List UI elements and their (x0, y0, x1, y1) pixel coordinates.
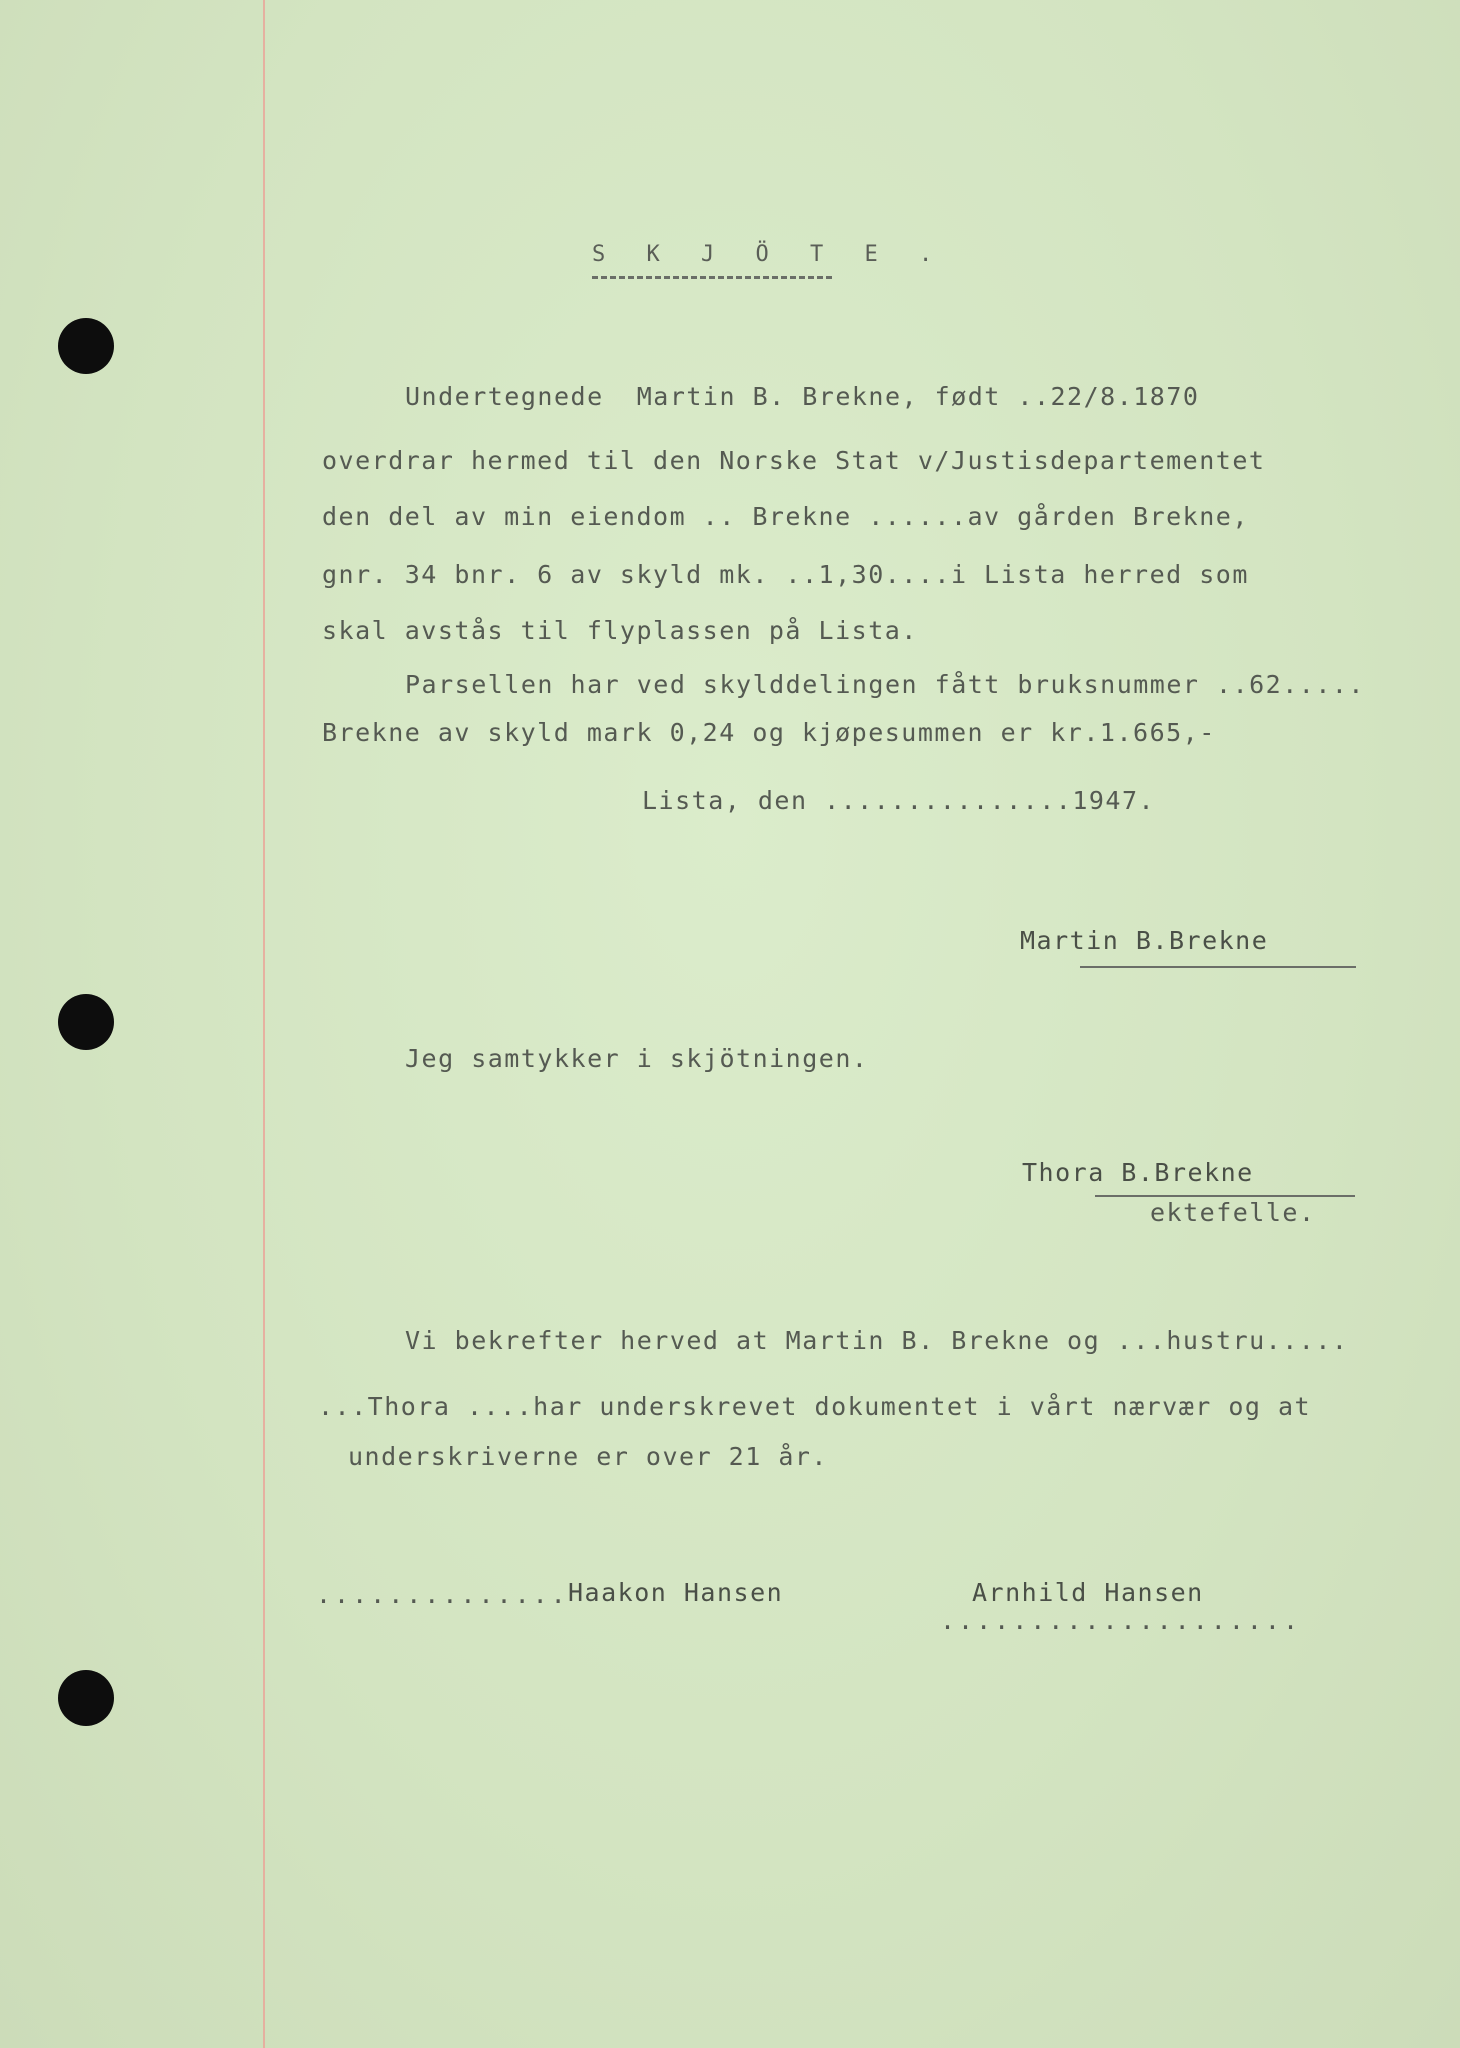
signature-thora-role: ektefelle. (1150, 1198, 1316, 1227)
title-underline (592, 276, 832, 279)
text-line-3: den del av min eiendom .. Brekne ......av gården Brekne, (322, 502, 1249, 531)
consent-line: Jeg samtykker i skjötningen. (405, 1044, 869, 1073)
text-line-5: skal avstås til flyplassen på Lista. (322, 616, 918, 645)
witness-dots-1: .............. (316, 1580, 569, 1609)
text-line-6: Parsellen har ved skylddelingen fått bruksnummer ..62..... (405, 670, 1365, 699)
text-line-2: overdrar hermed til den Norske Stat v/Justisdepartementet (322, 446, 1266, 475)
witness-line-3: underskriverne er over 21 år. (348, 1442, 828, 1471)
witness-dots-2: .................... (940, 1606, 1302, 1635)
punch-hole-bottom (58, 1670, 114, 1726)
punch-hole-middle (58, 994, 114, 1050)
punch-hole-top (58, 318, 114, 374)
margin-line (263, 0, 265, 2048)
signature-martin: Martin B.Brekne (1020, 926, 1269, 955)
date-line: Lista, den ...............1947. (642, 786, 1156, 815)
signature-rule-2 (1095, 1195, 1355, 1197)
witness-haakon: Haakon Hansen (568, 1578, 784, 1607)
witness-line-2: ...Thora ....har underskrevet dokumentet i vårt nærvær og at (318, 1392, 1312, 1421)
witness-arnhild: Arnhild Hansen (972, 1578, 1204, 1607)
signature-thora: Thora B.Brekne (1022, 1158, 1254, 1187)
text-line-4: gnr. 34 bnr. 6 av skyld mk. ..1,30....i Lista herred som (322, 560, 1249, 589)
signature-rule-1 (1080, 966, 1356, 968)
text-line-7: Brekne av skyld mark 0,24 og kjøpesummen er kr.1.665,- (322, 718, 1216, 747)
document-title: S K J Ö T E . (592, 242, 947, 267)
text-line-1: Undertegnede Martin B. Brekne, født ..22/8.1870 (405, 382, 1200, 411)
witness-line-1: Vi bekrefter herved at Martin B. Brekne og ...hustru..... (405, 1326, 1349, 1355)
